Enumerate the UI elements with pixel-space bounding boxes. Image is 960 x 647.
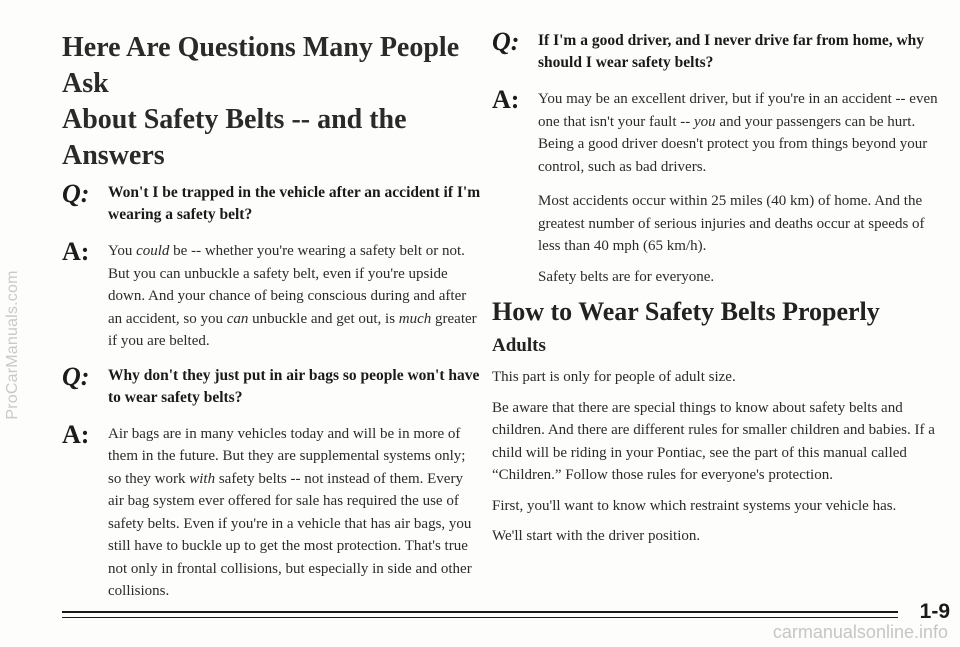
left-column <box>62 30 482 615</box>
answer-mark-label: A: <box>62 419 90 449</box>
question-mark-label: Q: <box>62 361 90 391</box>
side-watermark <box>0 0 26 647</box>
title-line-2: About Safety Belts -- and the Answers <box>62 104 407 171</box>
question-2 <box>62 361 482 409</box>
section-title-how-to-wear: How to Wear Safety Belts Properly <box>492 297 880 326</box>
answer-1 <box>62 237 482 353</box>
footer-rule <box>62 617 898 618</box>
body-paragraph: This part is only for people of adult size. <box>492 369 736 385</box>
answer-1-emphasis: can <box>226 310 249 327</box>
question-3 <box>492 27 942 74</box>
title-line-1: Here Are Questions Many People Ask <box>62 32 460 99</box>
body-paragraph: First, you'll want to know which restraint systems your vehicle has. <box>492 497 897 514</box>
body-paragraph: We'll start with the driver position. <box>492 528 701 544</box>
question-mark-label: Q: <box>62 179 90 208</box>
question-3-text: If I'm a good driver, and I never drive far from home, why should I wear safety belts? <box>538 32 925 71</box>
answer-1-part: greater if you are belted. <box>108 310 477 349</box>
right-column <box>492 27 942 556</box>
body-paragraph: Be aware that there are special things to know about safety belts and children. And there are different rules for smaller children and babies. If a child will be riding in your Pontiac, see the part of this manual called “Children.” Follow those rules for everyone's protection. <box>492 399 935 483</box>
answer-3-paragraph-2: Most accidents occur within 25 miles (40 km) of home. And the greatest number of serious injuries and deaths occur at speeds of less than 40 mph (65 km/h). <box>538 193 925 254</box>
answer-3 <box>492 85 942 178</box>
answer-2-part: Air bags are in many vehicles today and will be in more of them in the future. But they are supplemental systems only; so they work <box>108 425 466 487</box>
question-1-text: Won't I be trapped in the vehicle after an accident if I'm wearing a safety belt? <box>108 184 481 223</box>
subheading-adults: Adults <box>492 335 546 356</box>
section-title-questions <box>62 30 482 174</box>
answer-mark-label: A: <box>62 237 90 266</box>
page-number: 1-9 <box>919 600 950 623</box>
answer-1-part: You <box>108 243 137 259</box>
question-1 <box>62 179 482 226</box>
answer-2 <box>62 419 482 603</box>
answer-1-emphasis: much <box>398 310 432 327</box>
answer-3-emphasis: you <box>694 113 716 130</box>
answer-1-text <box>108 240 482 353</box>
answer-3-part: and your passengers can be hurt. Being a good driver doesn't protect you from things beyond your control, such as bad drivers. <box>538 113 928 175</box>
answer-2-text <box>108 423 482 603</box>
bottom-watermark: carmanualsonline.info <box>772 622 948 642</box>
side-watermark-text: ProCarManuals.com <box>4 270 21 420</box>
answer-2-emphasis: with <box>189 470 216 487</box>
answer-2-part: safety belts -- not instead of them. Every air bag system ever offered for sale has required the use of safety belts. Even if you're in a vehicle that has air bags, you still have to buckle up to get the most protection. That's true not only in frontal collisions, but especially in side and other collisions. <box>108 470 472 599</box>
answer-3-part: You may be an excellent driver, but if you're in an accident -- even one that isn't your fault -- <box>538 91 938 130</box>
question-2-text: Why don't they just put in air bags so people won't have to wear safety belts? <box>108 366 480 406</box>
answer-1-part: unbuckle and get out, is <box>248 310 399 327</box>
answer-1-emphasis: could <box>136 243 170 259</box>
answer-1-part: be -- whether you're wearing a safety belt or not. But you can unbuckle a safety belt, even if you're upside down. And your chance of being conscious during and after an accident, so you <box>108 243 467 327</box>
answer-3-paragraph-3: Safety belts are for everyone. <box>538 268 715 285</box>
answer-3-text <box>538 88 942 178</box>
footer-rule <box>62 611 898 613</box>
answer-mark-label: A: <box>492 85 520 114</box>
question-mark-label: Q: <box>492 27 520 56</box>
